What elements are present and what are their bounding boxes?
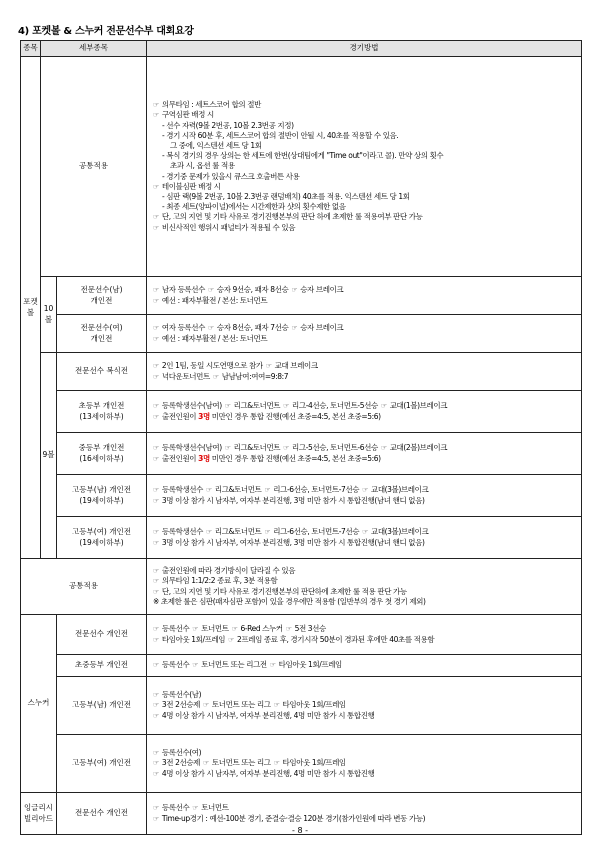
event-snooker: 스누커 [21,615,57,793]
arrow-icon: ☞ [291,324,298,333]
arrow-icon: ☞ [203,701,209,710]
arrow-icon: ☞ [153,296,159,305]
arrow-icon: ☞ [269,661,276,670]
ball9-middle-name: 중등부 개인전 (16세이하부) [57,433,147,475]
arrow-icon: ☞ [203,759,209,768]
ball9-elementary-rules: ☞ 등록학생선수(남여) ☞ 리그&토너먼트 ☞ 리그-4선승, 토너먼트-5선승 ☞ 교대(1볼)브레이크 ☞ 출전인원이 3명 미만인 경우 통합 진행(예선 초중=4:5, 본선 초중=5:6) [147,391,582,433]
table-row [21,391,582,433]
arrow-icon: ☞ [207,286,214,295]
arrow-icon: ☞ [153,324,159,333]
table-row [21,677,582,735]
header-method: 경기방법 [147,41,582,57]
arrow-icon: ☞ [192,661,199,670]
arrow-icon: ☞ [265,362,272,371]
arrow-icon: ☞ [264,528,271,537]
arrow-icon: ☞ [153,362,159,371]
page-number: - 8 - [292,826,308,835]
ball9-high-women-rules: ☞ 등록학생선수 ☞ 리그&토너먼트 ☞ 리그-6선승, 토너먼트-7선승 ☞ 교대(3볼)브레이크 ☞ 3명 이상 참가 시 남자부, 여자부 분리진행, 3명 미만 참가 시 통합진행(남녀 핸디 없음) [147,517,582,559]
arrow-icon: ☞ [153,223,159,232]
arrow-icon: ☞ [291,286,298,295]
arrow-icon: ☞ [192,804,199,813]
snooker-pro-rules: ☞ 등록선수 ☞ 토너먼트 ☞ 6-Red 스누커 ☞ 5전 3선승 ☞ 타임아웃 1회/프레임 ☞ 2프레임 종료 후, 경기시작 50분이 경과된 후에만 40초를 적용함 [147,615,582,655]
table-row [21,277,582,315]
arrow-icon: ☞ [264,486,271,495]
arrow-icon: ☞ [207,324,214,333]
ball9-doubles-rules: ☞ 2인 1팀, 동일 시도연맹으로 참가 ☞ 교대 브레이크 ☞ 넉다운토너먼트 ☞ 남남남여:여여=9:8:7 [147,353,582,391]
arrow-icon: ☞ [285,625,292,634]
arrow-icon: ☞ [205,486,212,495]
table-row [21,315,582,353]
rules-table [20,40,582,835]
arrow-icon: ☞ [273,759,280,768]
arrow-icon: ☞ [153,412,159,421]
event-pocketball: 포켓볼 [21,57,41,559]
arrow-icon: ☞ [153,661,159,670]
arrow-icon: ☞ [212,372,219,381]
arrow-icon: ☞ [380,402,387,411]
snooker-youth-name: 초중등부 개인전 [57,655,147,677]
arrow-icon: ☞ [224,444,231,453]
arrow-icon: ☞ [153,182,159,191]
arrow-icon: ☞ [153,101,159,110]
arrow-icon: ☞ [231,625,238,634]
arrow-icon: ☞ [228,635,235,644]
arrow-icon: ☞ [224,402,231,411]
snooker-high-women-rules: ☞ 등록선수(여) ☞ 3전 2선승제 ☞ 토너먼트 또는 리그 ☞ 타임아웃 1회/프레임 ☞ 4명 이상 참가 시 남자부, 여자부 분리진행, 4명 미만 참가 시 통합진행 [147,735,582,793]
ball9-elementary-name: 초등부 개인전 (13세이하부) [57,391,147,433]
english-pro-name: 전문선수 개인전 [57,793,147,835]
section-title: 4) 포켓볼 & 스누커 전문선수부 대회요강 [18,26,194,37]
arrow-icon: ☞ [153,814,159,823]
pocket-common-rules: ☞ 의무타임 : 세트스코어 합의 절반 ☞ 구역심판 배정 시 - 선수 자력(9볼 2번공, 10볼 2.3번공 지정) - 경기 시작 60분 후, 세트스코어 합의 절반이 안될 시, 40초를 적용할 수 있음. 그 중에, 익스텐션 세트 당 1회 - 복식 경기의 경우 상의는 한 세트에 한번(상대팀에게 "Time out"이라고 콜). 만약 상의 횟수 초과 시, 옵션 룰 적용 - 경기중 문제가 있을시 큐스크 호출버튼 사용 ☞ 테이블심판 배정 시 - 심판 랙(9볼 2번공, 10볼 2.3번공 랜덤배치) 40초를 적용. 익스텐션 세트 당 1회 - 최종 세트(양파이널)에서는 시간제한과 샷의 횟수제한 없음 ☞ 단, 고의 지연 및 기타 사유로 경기진행본부의 판단 하에 초제한 룰 적용여부 판단 가능 ☞ 비신사적인 행위시 패널티가 적용될 수 있음 [147,57,582,277]
ball9-high-men-rules: ☞ 등록학생선수 ☞ 리그&토너먼트 ☞ 리그-6선승, 토너먼트-7선승 ☞ 교대(3볼)브레이크 ☞ 3명 이상 참가 시 남자부, 여자부 분리진행, 3명 미만 참가 시 통합진행(남녀 핸디 없음) [147,475,582,517]
arrow-icon: ☞ [153,538,159,547]
common2-rules: ☞ 출전인원에 따라 경기방식이 달라질 수 있음 ☞ 의무타임 1:1/2:2 종료 후, 3분 적용함 ☞ 단, 고의 지연 및 기타 사유로 경기진행본부의 판단하에 초제한 룰 적용 판단 가능 ※ 초제한 룰은 심판(패자심판 포함)이 있을 경우에만 적용함 (일반부의 경우 첫 경기 제외) [147,559,582,615]
arrow-icon: ☞ [153,711,159,720]
snooker-high-men-rules: ☞ 등록선수(남) ☞ 3전 2선승제 ☞ 토너먼트 또는 리그 ☞ 타임아웃 1회/프레임 ☞ 4명 이상 참가 시 남자부, 여자부 분리진행, 4명 미만 참가 시 통합진행 [147,677,582,735]
arrow-icon: ☞ [153,749,159,758]
ball9-high-women-name: 고등부(여) 개인전 (19세이하부) [57,517,147,559]
arrow-icon: ☞ [153,769,159,778]
arrow-icon: ☞ [153,444,159,453]
ball10-women-name: 전문선수(여) 개인전 [57,315,147,353]
ball9-doubles-name: 전문선수 복식전 [57,353,147,391]
table-row [21,517,582,559]
arrow-icon: ☞ [153,213,159,222]
arrow-icon: ☞ [205,528,212,537]
ball10-men-name: 전문선수(남) 개인전 [57,277,147,315]
header-row [21,41,582,57]
arrow-icon: ☞ [153,372,159,381]
table-row [21,735,582,793]
ball9-high-men-name: 고등부(남) 개인전 (19세이하부) [57,475,147,517]
arrow-icon: ☞ [380,444,387,453]
table-row [21,615,582,655]
table-row [21,57,582,277]
table-row [21,353,582,391]
arrow-icon: ☞ [153,334,159,343]
event-english-billiards: 잉글리시 빌리아드 [21,793,57,835]
arrow-icon: ☞ [283,444,290,453]
ball10-men-rules: ☞ 남자 등록선수 ☞ 승자 9선승, 패자 8선승 ☞ 승자 브레이크 ☞ 예선 : 패자부활전 / 본선: 토너먼트 [147,277,582,315]
pocket-common-label: 공통적용 [41,57,147,277]
arrow-icon: ☞ [153,486,159,495]
arrow-icon: ☞ [153,691,159,700]
arrow-icon: ☞ [153,402,159,411]
table-row [21,475,582,517]
snooker-high-women-name: 고등부(여) 개인전 [57,735,147,793]
ball9-middle-rules: ☞ 등록학생선수(남여) ☞ 리그&토너먼트 ☞ 리그-5선승, 토너먼트-6선승 ☞ 교대(2볼)브레이크 ☞ 출전인원이 3명 미만인 경우 통합 진행(예선 초중=4:5, 본선 초중=5:6) [147,433,582,475]
header-sub-event: 세부종목 [41,41,147,57]
arrow-icon: ☞ [153,701,159,710]
common2-label: 공통적용 [21,559,147,615]
ball10-women-rules: ☞ 여자 등록선수 ☞ 승자 8선승, 패자 7선승 ☞ 승자 브레이크 ☞ 예선 : 패자부활전 / 본선: 토너먼트 [147,315,582,353]
snooker-pro-name: 전문선수 개인전 [57,615,147,655]
ball9-label: 9볼 [41,353,57,559]
arrow-icon: ☞ [153,496,159,505]
ball10-label: 10볼 [41,277,57,353]
header-event: 종목 [21,41,41,57]
arrow-icon: ☞ [153,804,159,813]
arrow-icon: ☞ [153,454,159,463]
snooker-youth-rules: ☞ 등록선수 ☞ 토너먼트 또는 리그전 ☞ 타임아웃 1회/프레임 [147,655,582,677]
arrow-icon: ☞ [283,402,290,411]
arrow-icon: ☞ [153,111,159,120]
table-row [21,655,582,677]
table-row [21,559,582,615]
arrow-icon: ☞ [153,567,159,576]
arrow-icon: ☞ [153,528,159,537]
arrow-icon: ☞ [362,486,368,495]
english-pro-rules: ☞ 등록선수 ☞ 토너먼트 ☞ Time-up경기 : 예선-100분 경기, 준결승·결승 120분 경기(참가인원에 따라 변동 가능) [147,793,582,835]
table-row [21,433,582,475]
snooker-high-men-name: 고등부(남) 개인전 [57,677,147,735]
arrow-icon: ☞ [192,625,199,634]
arrow-icon: ☞ [153,625,159,634]
arrow-icon: ☞ [362,528,368,537]
arrow-icon: ☞ [153,635,159,644]
arrow-icon: ☞ [153,587,159,596]
arrow-icon: ☞ [153,577,159,586]
arrow-icon: ☞ [153,759,159,768]
arrow-icon: ☞ [153,286,159,295]
arrow-icon: ☞ [273,701,280,710]
